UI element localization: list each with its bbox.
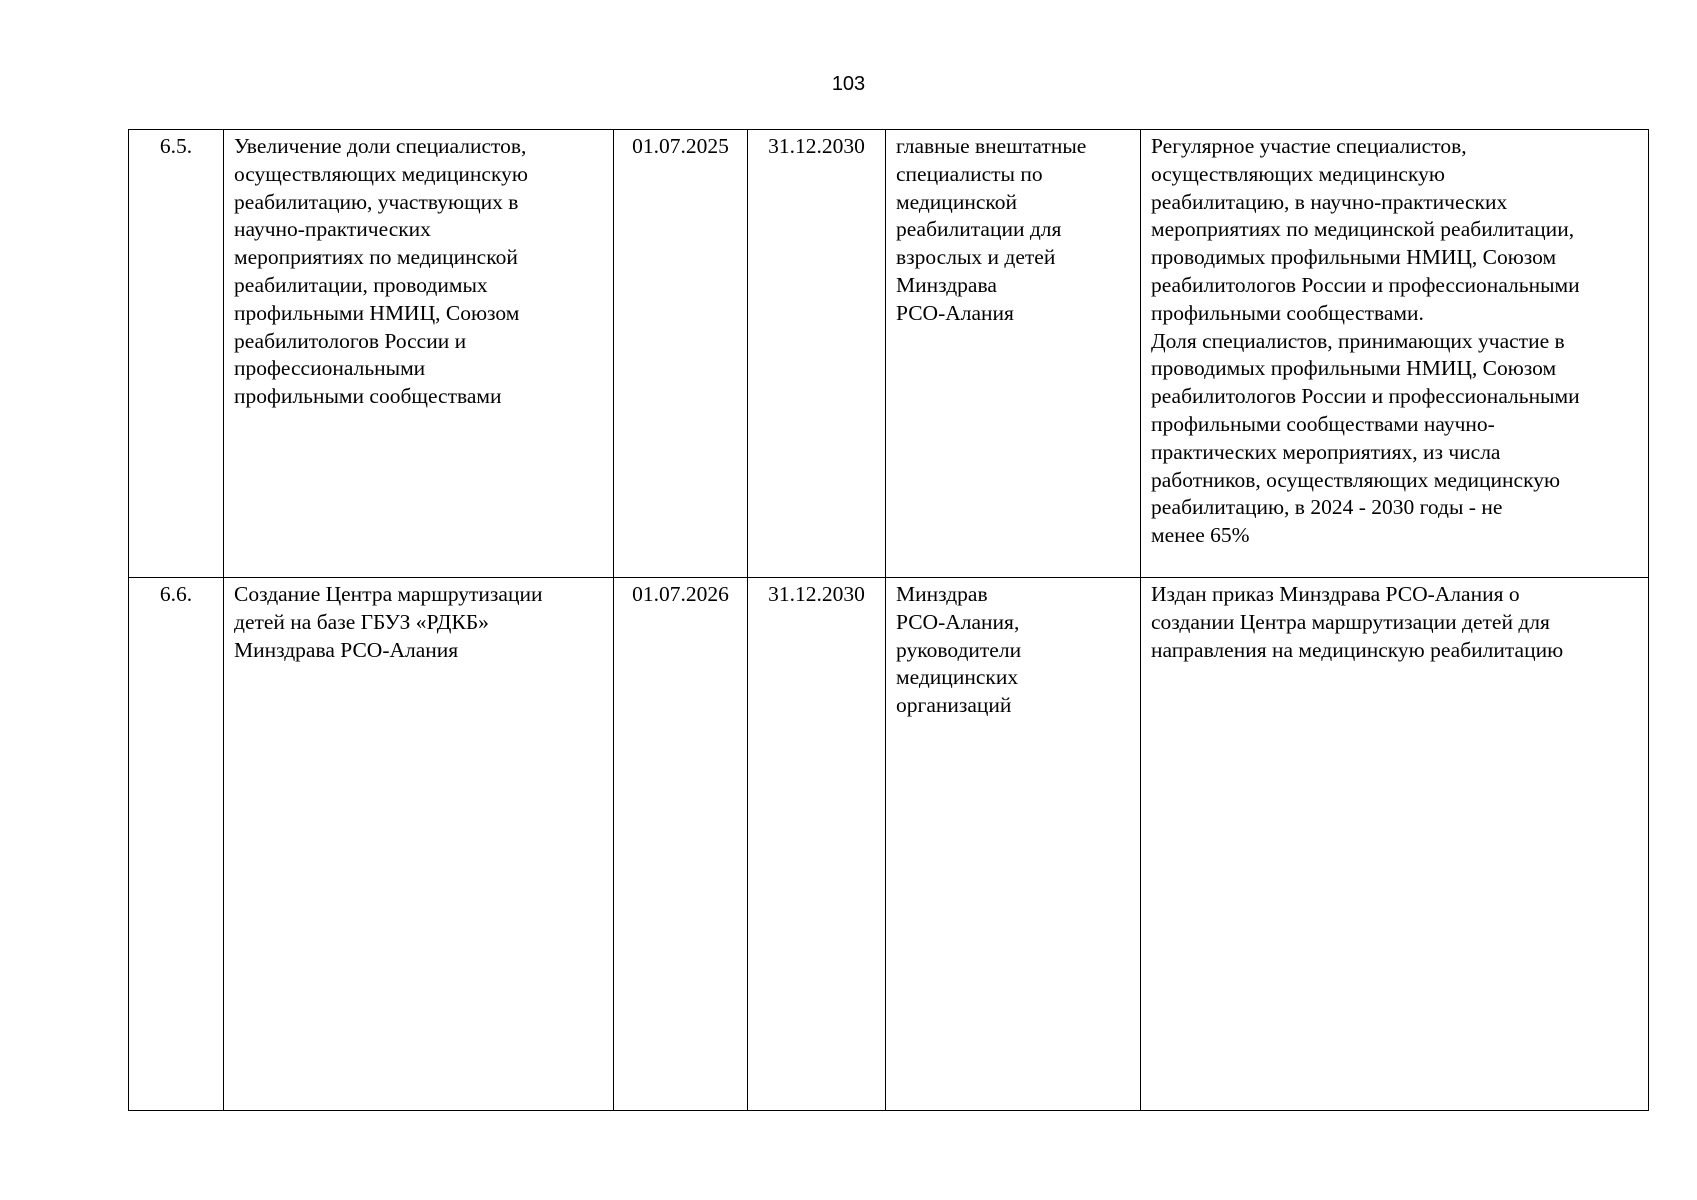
table-row xyxy=(129,578,1649,1111)
expected-result xyxy=(1141,578,1649,1111)
responsible-text: главные внештатные специалисты по медицинской реабилитации для взрослых и детей Минздрава РСО-Алания xyxy=(896,134,1087,325)
result-text: Издан приказ Минздрава РСО-Алания о создании Центра маршрутизации детей для направления на медицинскую реабилитацию xyxy=(1151,582,1564,662)
table-row xyxy=(129,130,1649,578)
responsible-party xyxy=(886,578,1141,1111)
expected-result xyxy=(1141,130,1649,578)
start-date: 01.07.2025 xyxy=(614,130,748,578)
row-number: 6.5. xyxy=(129,130,224,578)
event-text: Увеличение доли специалистов, осуществляющих медицинскую реабилитацию, участвующих в научно-практических мероприятиях по медицинской реабилитации, проводимых профильными НМИЦ, Союзом реабилитологов России и профессиональными профильными сообществами xyxy=(234,134,528,409)
end-date: 31.12.2030 xyxy=(748,130,886,578)
row-number: 6.6. xyxy=(129,578,224,1111)
responsible-text: Минздрав РСО-Алания, руководители медицинских организаций xyxy=(896,582,1022,718)
event-description xyxy=(224,578,614,1111)
responsible-party xyxy=(886,130,1141,578)
event-description xyxy=(224,130,614,578)
event-text: Создание Центра маршрутизации детей на базе ГБУЗ «РДКБ» Минздрава РСО-Алания xyxy=(234,582,543,662)
page-number: 103 xyxy=(831,73,866,95)
start-date: 01.07.2026 xyxy=(614,578,748,1111)
result-text: Регулярное участие специалистов, осуществляющих медицинскую реабилитацию, в научно-практических мероприятиях по медицинской реабилитации, проводимых профильными НМИЦ, Союзом реабилитологов России и профессиональными профильными сообществами. Доля специалистов, принимающих участие в проводимых профильными НМИЦ, Союзом реабилитологов России и профессиональными профильными сообществами научно- практических мероприятиях, из числа работников, осуществляющих медицинскую реабилитацию, в 2024 - 2030 годы - не менее 65% xyxy=(1151,134,1580,548)
end-date: 31.12.2030 xyxy=(748,578,886,1111)
activities-table xyxy=(128,129,1649,1111)
